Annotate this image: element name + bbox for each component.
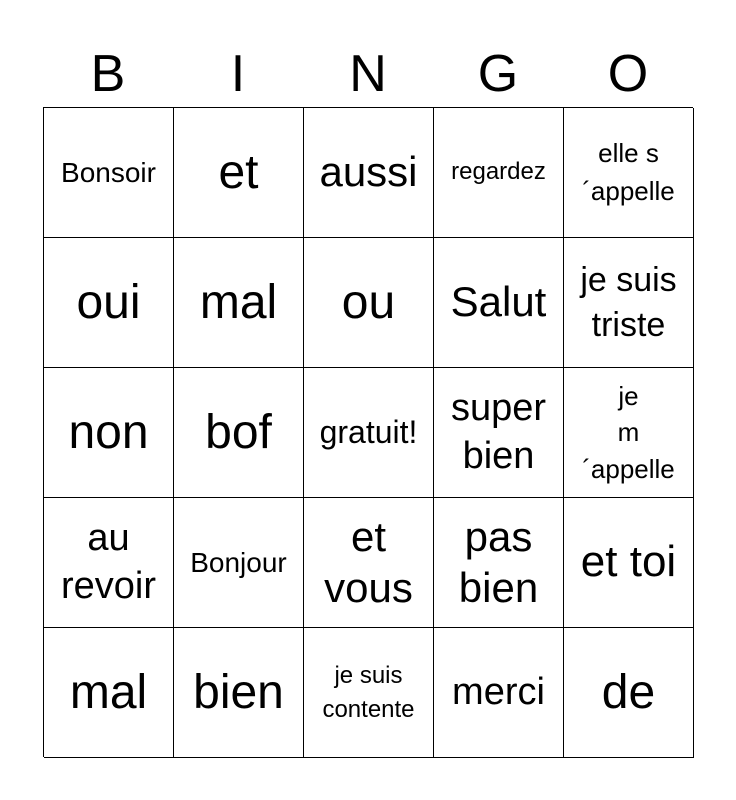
header-letter-i: I: [230, 45, 246, 103]
cell-text: de: [601, 665, 656, 719]
bingo-cell[interactable]: [434, 498, 564, 628]
bingo-cell[interactable]: [44, 628, 174, 758]
bingo-cell[interactable]: [564, 238, 694, 368]
bingo-cell[interactable]: [174, 368, 304, 498]
cell-text: non: [68, 405, 149, 459]
bingo-cell[interactable]: [174, 108, 304, 238]
header-letter-o: O: [607, 45, 649, 103]
bingo-cell[interactable]: [564, 498, 694, 628]
bingo-cell[interactable]: [434, 108, 564, 238]
bingo-cell[interactable]: [44, 498, 174, 628]
bingo-cell[interactable]: [44, 368, 174, 498]
bingo-cell[interactable]: [174, 238, 304, 368]
header-letter-n: N: [349, 45, 387, 103]
cell-text: elle s ´appelle: [582, 137, 675, 206]
cell-text: ou: [341, 275, 396, 329]
cell-text: je suis contente: [322, 661, 415, 723]
bingo-cell[interactable]: [304, 238, 434, 368]
cell-text: bof: [205, 405, 272, 459]
cell-text: mal: [199, 275, 278, 329]
cell-text: merci: [452, 670, 545, 713]
bingo-cell[interactable]: [434, 238, 564, 368]
cell-text: oui: [76, 275, 141, 329]
cell-text: je suis triste: [580, 261, 677, 344]
bingo-cell[interactable]: [174, 628, 304, 758]
cell-text: mal: [69, 665, 148, 719]
cell-text: au revoir: [60, 517, 157, 607]
bingo-cell[interactable]: [564, 368, 694, 498]
bingo-cell[interactable]: [304, 628, 434, 758]
cell-text: gratuit!: [319, 413, 418, 450]
cell-text: et: [218, 145, 259, 199]
cell-text: aussi: [319, 148, 418, 196]
bingo-header: [43, 40, 693, 108]
cell-text: Bonsoir: [61, 156, 156, 188]
cell-text: et vous: [324, 513, 413, 611]
bingo-cell[interactable]: [304, 498, 434, 628]
header-letter-g: G: [477, 45, 519, 103]
bingo-board: [43, 107, 693, 757]
cell-text: je m ´appelle: [582, 380, 675, 484]
cell-text: pas bien: [458, 513, 539, 611]
bingo-cell[interactable]: [44, 108, 174, 238]
cell-text: et toi: [580, 537, 677, 587]
cell-text: Salut: [450, 278, 547, 326]
bingo-cell[interactable]: [304, 368, 434, 498]
bingo-cell[interactable]: [564, 108, 694, 238]
header-letter-b: B: [90, 45, 126, 103]
bingo-cell[interactable]: [564, 628, 694, 758]
bingo-cell[interactable]: [434, 628, 564, 758]
cell-text: super bien: [450, 387, 547, 477]
cell-text: bien: [193, 665, 284, 719]
bingo-cell[interactable]: [304, 108, 434, 238]
bingo-cell[interactable]: [434, 368, 564, 498]
bingo-cell[interactable]: [44, 238, 174, 368]
cell-text: Bonjour: [190, 546, 287, 578]
bingo-cell[interactable]: [174, 498, 304, 628]
cell-text: regardez: [451, 158, 546, 186]
